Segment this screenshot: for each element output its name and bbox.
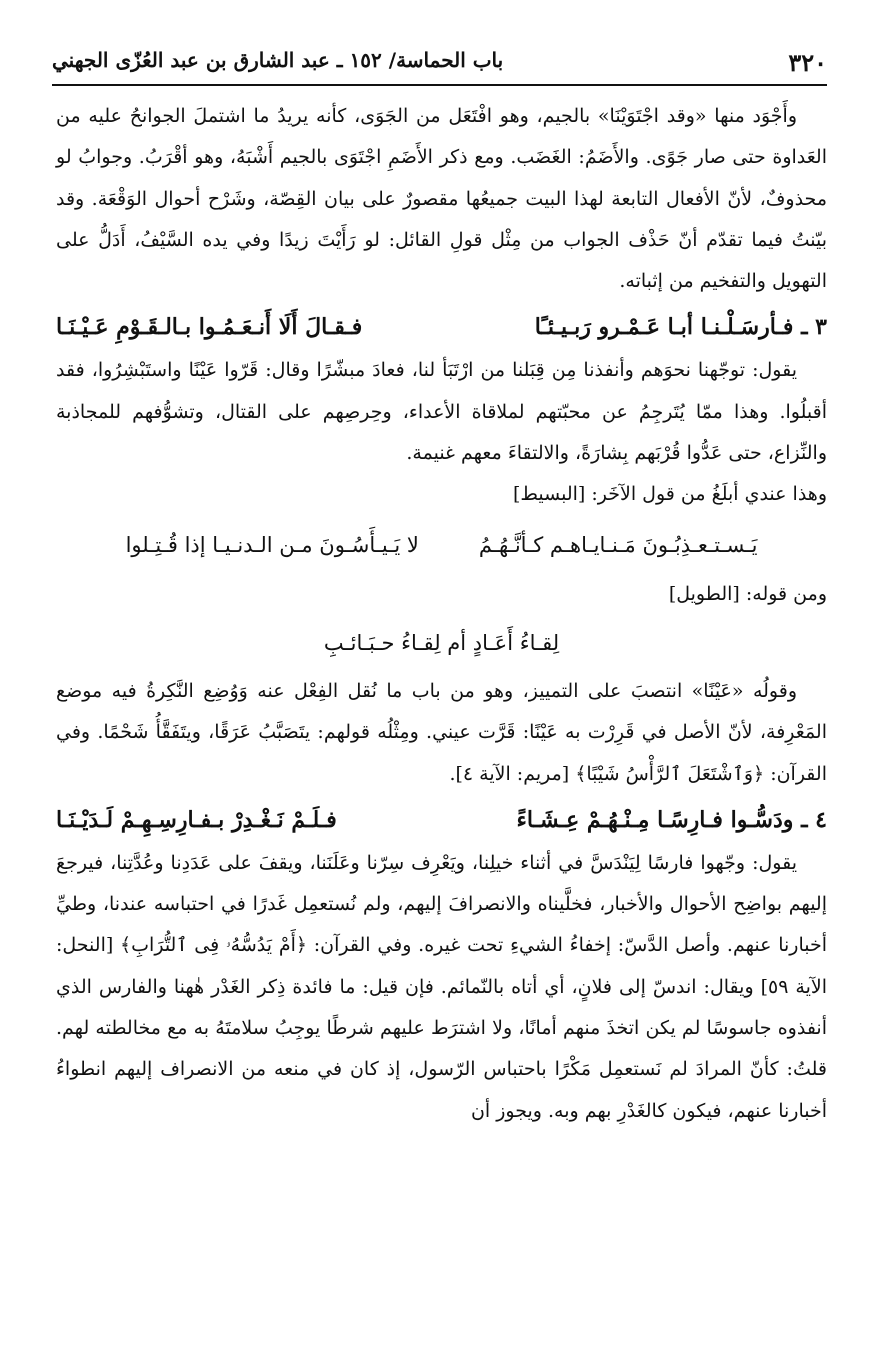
verse-4 xyxy=(56,797,827,843)
commentary-paragraph-1: وأَجْوَد منها «وقد اجْتَوَيْنَا» بالجيم، وهو افْتَعَل من الجَوَى، كأنه يريدُ ما اشتملَ الجوانحُ عليه من العَداوة حتى صار جَوًى. والأَضَمُ: الغَضَب. ومع ذكر الأَضَمِ اجْتَوَى بالجيم أَشْبَهُ، وهو أقْرَبُ. وجوابُ لو محذوفٌ، لأنّ الأفعال التابعة لهذا البيت جميعُها مقصورٌ على بيان القِصّة، وشَرْح أحوال الوَقْعَة. وقد بيّنتُ فيما تقدّم أنّ حَذْف الجواب من مِثْل قولِ القائل: لو رَأَيْتَ زيدًا وفي يده السَّيْفُ، أَدَلُّ على التهويل والتفخيم من إثباته. xyxy=(56,105,827,293)
quoted-verse-1-second: لا يَـيـأَسُـونَ مـن الـدنـيـا إذا قُـتِـلوا xyxy=(125,532,419,557)
verse-4-number: ٤ ـ xyxy=(801,806,827,833)
verse-3 xyxy=(56,304,827,350)
verse-4-second-hemistich: فـلَـمْ نَـغْـدِرْ بـفـارِسِـهِـمْ لَـدَيْـنَـا xyxy=(56,806,337,833)
commentary-paragraph-6: يقول: وجّهوا فارسًا لِيَنْدَسَّ في أثناء خيلِنا، ويَعْرِف سِرّنا وعَلَنَنا، ويقفَ على عَدَدِنا وعُدَّتِنا، فيرجعَ إليهم بواضِح الأحوال والأخبار، فخلَّيناه والانصرافَ إليهم، ولم نُستعمِل غَدرًا في احتباسه عندنا، وطيِّ أخبارنا عنهم. وأصل الدَّسّ: إخفاءُ الشيءِ تحت غيره. وفي القرآن: ﴿أَمْ يَدُسُّهُۥ فِى ٱلتُّرَابِ﴾ [النحل: الآية ٥٩] ويقال: اندسّ إلى فلانٍ، أي أتاه بالنّمائم. فإن قيل: ما فائدة ذِكر الغَدْر هٰهنا والفارس الذي أنفذوه جاسوسًا لم يكن اتخذَ منهم أمانًا، ولا اشترَط عليهم شرطًا يوجِبُ سلامتَهُ به مع مخالطته لهم. قلتُ: كأنّ المرادَ لم نَستعمِل مَكْرًا باحتباس الرّسول، إذ كان في منعه من الانصراف إليهم انطواءُ أخبارنا عنهم، فيكون كالغَدْرِ بهم وبه. ويجوز أن xyxy=(56,851,827,1122)
meter-label-basit: [البسيط] xyxy=(512,483,586,506)
verse-3-first-hemistich: ٣ ـ فـأرسَـلْـنـا أبـا عَـمْـرو رَبـيـئـًا xyxy=(534,314,827,341)
quoted-verse-1 xyxy=(56,516,827,574)
verse-3-number: ٣ ـ xyxy=(801,314,827,341)
verse-3-second-hemistich: فـقـالَ أَلَا أَنـعَـمُـوا بـالـقَـوْمِ عَـيْـنَـا xyxy=(56,314,363,341)
running-title: باب الحماسة/ ١٥٢ ـ عبد الشارق بن عبد العُزّى الجهني xyxy=(52,48,504,72)
quoted-verse-2: لِقـاءُ أَعَـادٍ أم لِقـاءُ حـبَـائـبِ xyxy=(323,630,560,655)
verse-4-first-hemistich: ٤ ـ ودَسُّـوا فـارِسًـا مِـنْـهُـمْ عِـشَـاءً xyxy=(516,806,827,833)
commentary-paragraph-2: يقول: توجّهنا نحوَهم وأنفذنا مِن قِبَلنا من ارْتَبَأ لنا، فعادَ مبشّرًا وقال: قَرّوا عَيْنًا واستَبْشِرُوا، فقد أقبلُوا. وهذا ممّا يُتَرجِمُ عن محبّتهم لملاقاة الأعداء، وحِرصِهم على القتال، وتشوُّفهم للمجاذبة والنِّزاع، حتى عَدُّوا قُرْبَهم بِشارَةً، والالتقاءَ معهم غنيمة. xyxy=(56,359,827,465)
commentary-paragraph-5: وقولُه «عَيْنًا» انتصبَ على التمييز، وهو من باب ما نُقل الفِعْل عنه وَوُضِع النَّكِرةُ فيه موضع المَعْرِفة، لأنّ الأصل في قَرِرْت به عَيْنًا: قَرَّت عيني. ومِثْلُه قولهم: يتَصَبَّبُ عَرَقًا، ويتَفَقَّأُ شَحْمًا. وفي القرآن: ﴿وَٱشْتَعَلَ ٱلرَّأْسُ شَيْبًا﴾ [مريم: الآية ٤]. xyxy=(56,679,827,785)
page-body xyxy=(56,96,827,1132)
meter-label-tawil: [الطويل] xyxy=(668,582,740,605)
quoted-verse-1-first: يَـسـتـعـذِبُـونَ مَـنـايـاهـم كـأنَّـهُـمُ xyxy=(478,532,758,557)
commentary-paragraph-3: وهذا عندي أبلَغُ من قول الآخَر: [البسيط] xyxy=(512,483,827,506)
page-number: ٣٢٠ xyxy=(788,48,827,77)
commentary-paragraph-4: ومن قوله: [الطويل] xyxy=(668,582,827,605)
page-header xyxy=(52,38,827,86)
